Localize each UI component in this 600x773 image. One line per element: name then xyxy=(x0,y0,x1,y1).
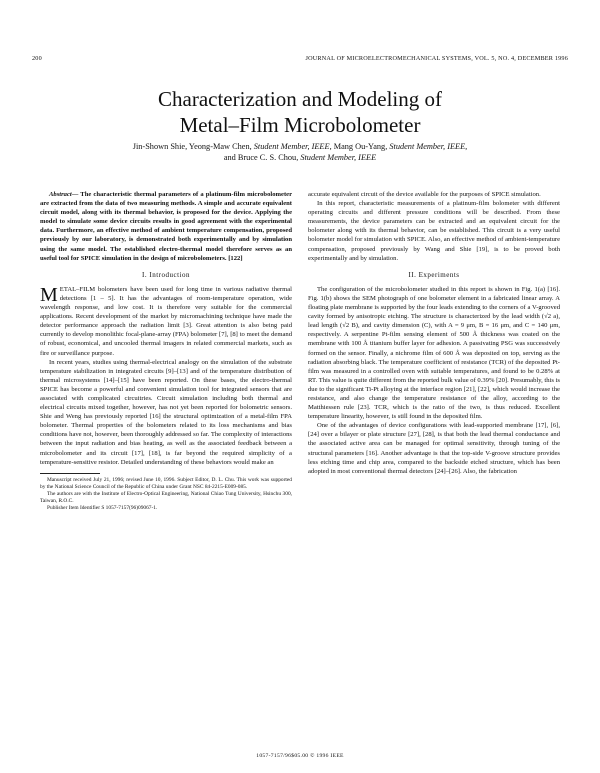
footnote-1: Manuscript received July 21, 1996; revised June 10, 1996. Subject Editor, D. L. Chu. This work was supported by the National Science Council of the Republic of China under Grant NSC 84-2215-E009-085. xyxy=(40,476,292,490)
right-para-1: accurate equivalent circuit of the device available for the purposes of SPICE simulation. xyxy=(308,191,541,198)
abstract xyxy=(40,190,292,263)
author-line-2 xyxy=(90,152,510,163)
experiments-para-2: One of the advantages of device configurations with lead-supported membrane [17], [6], [24] over a bilayer or plate structure [27], [28], is that both the lead thermal conductance and the associated active area can be managed for optimal sensitivity, through tuning of the structural parameters [16]. Another advantage is that the top-side V-groove structure provides less etching time and chip area, compared to the backside etched structure, which has been adopted in most conventional thermal detectors [24]–[26]. Also, the fabrication xyxy=(308,422,560,475)
section-1-heading: I. Introduction xyxy=(142,270,190,279)
footnote-rule xyxy=(40,473,100,474)
abstract-text: The characteristic thermal parameters of a platinum-film microbolometer are extracted from the data of two measuring methods. A simple and accurate equivalent circuit model, along with its thermal behavior, is proposed for the device. Applying the model to simulate some device circuits results in good agreement with the experimental data. Furthermore, an effective method of ambient temperature compensation, proposed previously by our laboratory, is demonstrated both experimentally and by simulation using the same model. The established electro-thermal model therefore serves as an useful tool for SPICE simulation in the design of microbolometers. [122] xyxy=(40,191,292,262)
journal-name: JOURNAL OF MICROELECTROMECHANICAL SYSTEMS, VOL. 5, NO. 4, DECEMBER 1996 xyxy=(305,55,568,62)
affiliation-2: Student Member, IEEE, xyxy=(389,142,468,151)
footnote-3: Publisher Item Identifier S 1057-7157(96)09067-1. xyxy=(47,504,158,511)
intro-para-1 xyxy=(40,285,292,358)
author-line-1 xyxy=(90,141,510,152)
right-column xyxy=(308,190,560,476)
authors-part-1: Jin-Shown Shie, Yeong-Maw Chen, xyxy=(132,142,254,151)
authors-part-2: , Mang Ou-Yang, xyxy=(329,142,390,151)
copyright-footer: 1057-7157/96$05.00 © 1996 IEEE xyxy=(256,753,344,759)
right-para-2: In this report, characteristic measurements of a platinum-film bolometer with different operating circuits and different pressure conditions will be described. From these measurements, the device parameters can be extracted and an equivalent circuit for the bolometer along with its thermal behavior, can be established. This circuit is a very useful bolometer model for simulation with SPICE. Also, an effective method of ambient-temperature compensation, proposed previously by Wang and Shie [19], is to be proved both experimentally and by simulation. xyxy=(308,200,560,262)
abstract-label: Abstract— xyxy=(49,191,79,198)
left-column xyxy=(40,190,292,512)
affiliation-3: Student Member, IEEE xyxy=(300,153,377,162)
author-list xyxy=(90,141,510,163)
affiliation-1: Student Member, IEEE xyxy=(253,142,330,151)
intro-para-2: In recent years, studies using thermal-electrical analogy on the simulation of the substrate temperature stabilization in integrated circuits [9]–[13] and of the temperature distribution of thermal microsystems [14]–[15] have been reported. On these bases, the electro-thermal SPICE has become a powerful and convenient simulation tool for integrated sensors that are associated with complicated circuitries. Circuit simulation including both thermal and electrical circuits mixed together, however, has not yet been reported for bolometric sensors. Shie and Weng has previously reported [16] the structural optimization of a metal-film FPA bolometer. Thermal properties of the bolometers related to its loss mechanisms and bias conditions have not, however, been thoroughly addressed so far. The complexity of interactions between the input radiation and bias heating, as well as the associated feedback between a microbolometer and its circuit [17], [18], is far beyond the required simplicity of a temperature-sensitive resistor. Detailed understanding of these behaviors would make an xyxy=(40,358,292,466)
drop-cap: M xyxy=(40,283,58,306)
authors-part-3: and Bruce C. S. Chou, xyxy=(223,153,301,162)
paper-title xyxy=(0,86,600,138)
page-number: 200 xyxy=(32,55,42,62)
footnote-2: The authors are with the Institute of Electro-Optical Engineering, National Chiao Tung University, Hsinchu 300, Taiwan, R.O.C. xyxy=(40,490,292,504)
section-2-heading: II. Experiments xyxy=(408,270,460,279)
title-line-1: Characterization and Modeling of xyxy=(158,87,442,111)
intro-para-1-text: ETAL–FILM bolometers have been used for long time in various radiative thermal detections [1 – 5]. It has the advantages of room-temperature operation, wide wavelength response, and low cost. It is therefore very suitable for the commercial applications. Recent development of the market by micromachining technique have made the detector performance approach the radiation limit [3]. Great attention is also being paid currently to develop monolithic focal-plane-array (FPA) bolometer [7], [8] to meet the demand of robust, economical, and uncooled thermal imagers in related commercial markets, such as fire or surveillance purpose. xyxy=(40,285,292,357)
title-line-2: Metal–Film Microbolometer xyxy=(179,113,421,137)
experiments-para-1: The configuration of the microbolometer studied in this report is shown in Fig. 1(a) [16]. Fig. 1(b) shows the SEM photograph of one bolometer element in a fabricated linear array. A floating plate membrane is supported by the four leads extending to the corners of a V-grooved cavity formed by anisotropic etching. The structure is characterized by the lead width (√2 a), lead length (√2 B), and cavity dimension (C), with A = 9 μm, B = 16 μm, and C = 140 μm, respectively. A serpentine Pt-film sensing element of 500 Å thickness was coated on the membrane with 100 Å titanium buffer layer for adhesion. A passivating PSG was successively formed on the sensor. Finally, a nichrome film of 600 Å was deposited on top, serving as the radiation absorbing black. The temperature coefficient of resistance (TCR) of the deposited Pt-film was measured in a controlled oven with suitable temperatures, and found to be 0.28% at RT. This value is quite different from the reported bulk value of 0.39% [20]. Presumably, this is due to the significant Ti-Pt alloying at the interface region [21], [22], which would increase the resistance, and also change the temperature resistance of the alloy, according to the Matthiessen rule [23]. TCR, which is the ratio of the two, is thus reduced. Excellent temperature linearity, however, is still found in the deposited film. xyxy=(308,285,560,421)
